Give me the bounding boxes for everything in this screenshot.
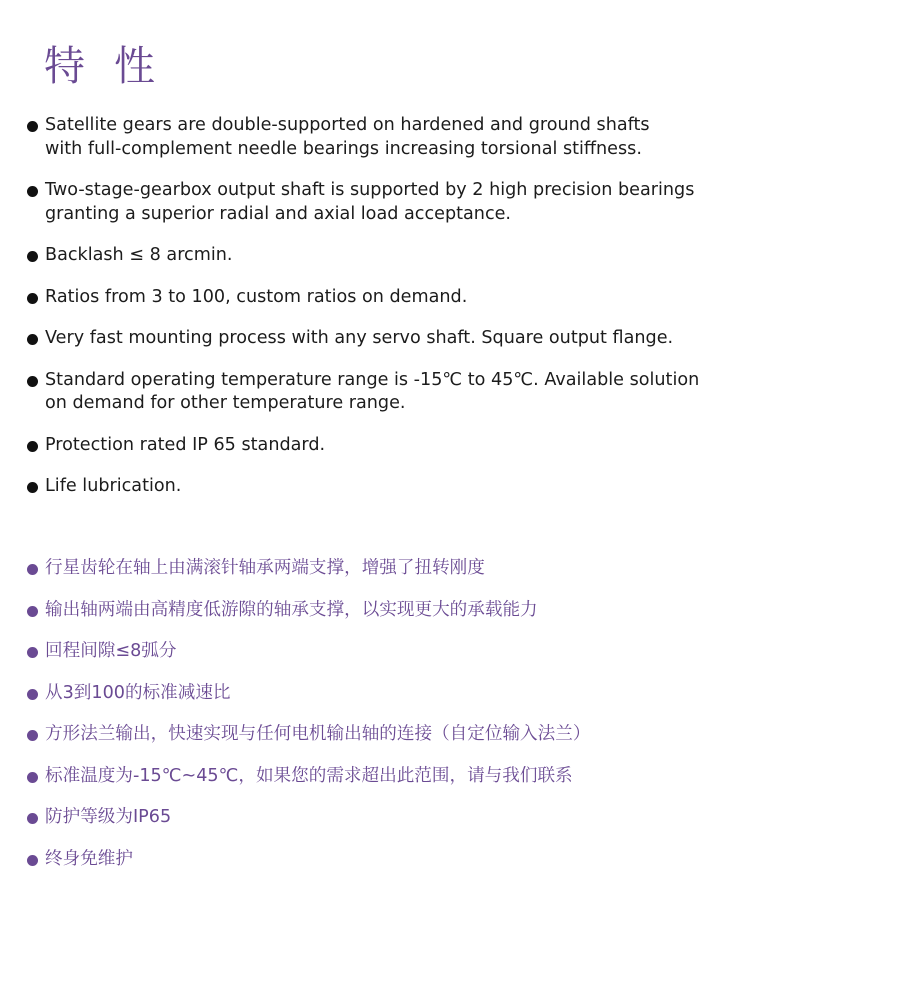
list-item	[27, 806, 590, 830]
feature-text-line: Satellite gears are double-supported on hardened and ground shafts	[45, 115, 650, 135]
feature-list-en	[27, 114, 699, 517]
list-item	[27, 682, 590, 706]
feature-text-line: Very fast mounting process with any servo shaft. Square output flange.	[45, 328, 674, 348]
bullet-icon	[27, 606, 38, 617]
feature-text-line: with full-complement needle bearings increasing torsional stiffness.	[45, 138, 642, 159]
bullet-icon	[27, 772, 38, 783]
feature-text-line: 行星齿轮在轴上由满滚针轴承两端支撑，增强了扭转刚度	[45, 558, 485, 578]
feature-text-line: 方形法兰输出，快速实现与任何电机输出轴的连接（自定位输入法兰）	[45, 724, 591, 744]
list-item	[27, 848, 590, 872]
page-title: 特 性	[44, 42, 164, 90]
bullet-icon	[27, 121, 38, 132]
feature-text-line: granting a superior radial and axial load acceptance.	[45, 203, 512, 224]
feature-text-line: 防护等级为IP65	[45, 807, 172, 827]
list-item	[27, 244, 699, 268]
feature-text-line: 标准温度为-15℃~45℃，如果您的需求超出此范围，请与我们联系	[45, 765, 573, 786]
list-item	[27, 434, 699, 458]
bullet-icon	[27, 564, 38, 575]
feature-text-line: Two-stage-gearbox output shaft is supported by 2 high precision bearings	[45, 180, 695, 200]
feature-text-line: Protection rated IP 65 standard.	[45, 434, 326, 455]
list-item	[27, 557, 590, 581]
feature-text-line: Ratios from 3 to 100, custom ratios on demand.	[45, 286, 468, 307]
list-item	[27, 369, 699, 416]
bullet-icon	[27, 855, 38, 866]
list-item	[27, 114, 699, 161]
bullet-icon	[27, 376, 38, 387]
feature-text-line: 终身免维护	[45, 848, 133, 869]
list-item	[27, 765, 590, 789]
list-item	[27, 475, 699, 499]
list-item	[27, 723, 590, 747]
bullet-icon	[27, 730, 38, 741]
bullet-icon	[27, 441, 38, 452]
feature-text-line: Backlash ≤ 8 arcmin.	[45, 245, 233, 265]
list-item	[27, 327, 699, 351]
feature-list-zh	[27, 557, 590, 889]
feature-text-line: 从3到100的标准减速比	[45, 682, 231, 703]
list-item	[27, 599, 590, 623]
bullet-icon	[27, 186, 38, 197]
feature-text-line: 输出轴两端由高精度低游隙的轴承支撑，以实现更大的承载能力	[45, 599, 538, 620]
feature-text-line: on demand for other temperature range.	[45, 393, 406, 413]
feature-text-line: Standard operating temperature range is -15℃ to 45℃. Available solution	[45, 369, 700, 390]
list-item	[27, 179, 699, 226]
bullet-icon	[27, 689, 38, 700]
bullet-icon	[27, 482, 38, 493]
feature-text-line: 回程间隙≤8弧分	[45, 641, 177, 661]
bullet-icon	[27, 251, 38, 262]
bullet-icon	[27, 647, 38, 658]
bullet-icon	[27, 334, 38, 345]
list-item	[27, 286, 699, 310]
list-item	[27, 640, 590, 664]
bullet-icon	[27, 293, 38, 304]
feature-text-line: Life lubrication.	[45, 476, 182, 496]
bullet-icon	[27, 813, 38, 824]
